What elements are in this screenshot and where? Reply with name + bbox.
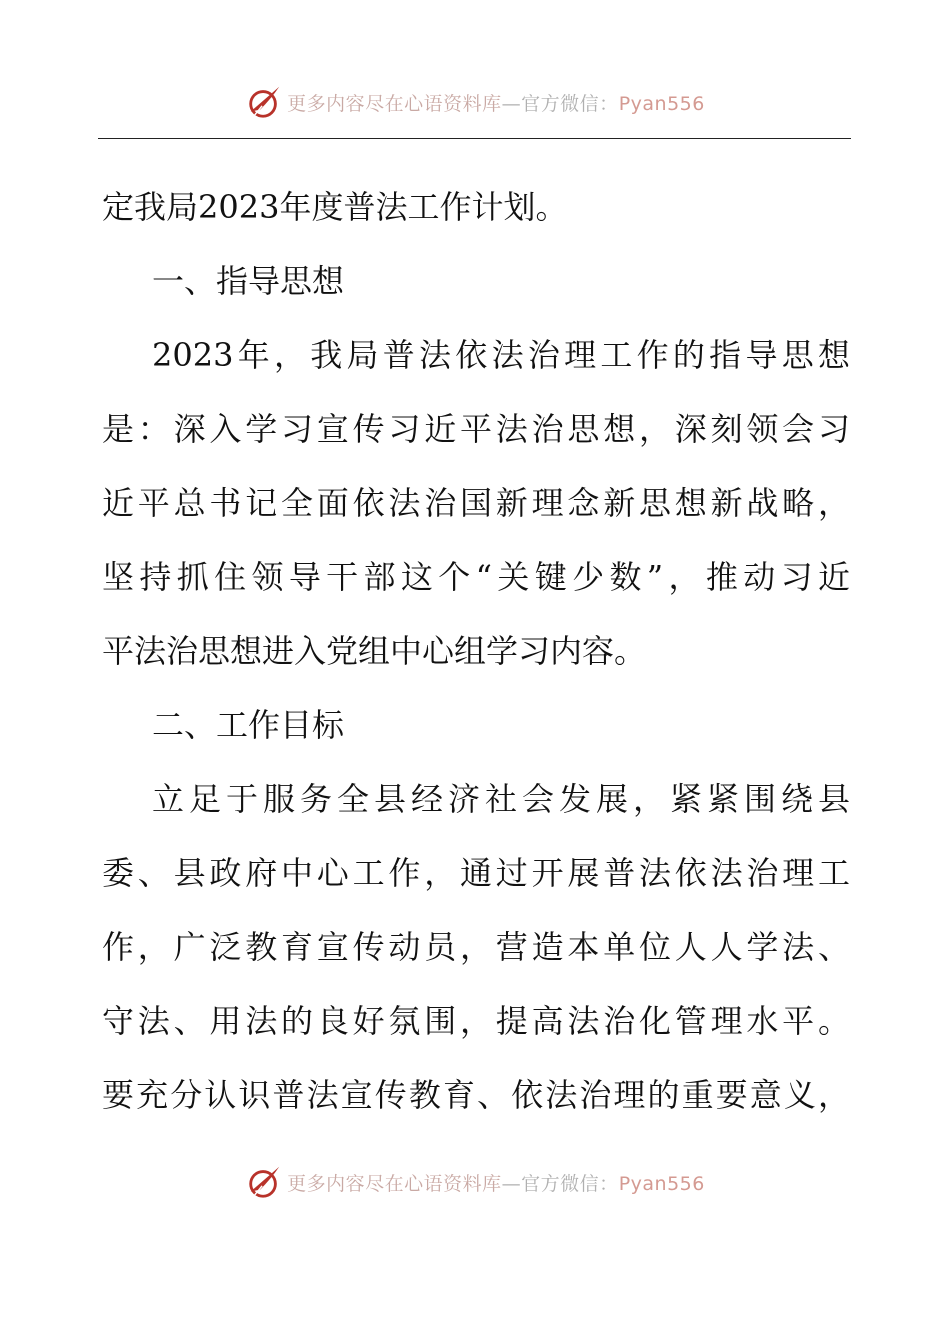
watermark-separator: — [501,92,522,115]
quill-logo-icon [245,1163,283,1201]
body-line: 平法治思想进入党组中心组学习内容。 [102,632,647,670]
body-line: 立足于服务全县经济社会发展，紧紧围绕县 [152,780,850,818]
body-line: 坚持抓住领导干部这个“关键少数”，推动习近 [102,558,850,596]
watermark-site-text: 更多内容尽在心语资料库 [287,1172,502,1195]
header-watermark [0,82,950,122]
body-line: 近平总书记全面依法治国新理念新思想新战略， [102,484,850,522]
body-line: 守法、用法的良好氛围，提高法治化管理水平。 [102,1002,850,1040]
body-line: 委、县政府中心工作，通过开展普法依法治理工 [102,854,850,892]
watermark-account: Pyan556 [618,92,705,115]
watermark-text [287,89,705,116]
body-line: 作，广泛教育宣传动员，营造本单位人人学法、 [102,928,850,966]
body-line: 2023年，我局普法依法治理工作的指导思想 [152,336,850,374]
watermark-label: 官方微信： [521,92,619,115]
body-line: 要充分认识普法宣传教育、依法治理的重要意义， [102,1076,850,1114]
quill-logo-icon [245,83,283,121]
watermark-site-text: 更多内容尽在心语资料库 [287,92,502,115]
watermark-text [287,1169,705,1196]
body-line: 是：深入学习宣传习近平法治思想，深刻领会习 [102,410,850,448]
document-body [102,170,850,1132]
body-line: 定我局2023年度普法工作计划。 [102,188,568,226]
header-divider [98,138,851,139]
section-heading-guiding-thought: 一、指导思想 [152,262,345,300]
watermark-label: 官方微信： [521,1172,619,1195]
watermark-account: Pyan556 [618,1172,705,1195]
section-heading-work-goals: 二、工作目标 [152,706,345,744]
footer-watermark [0,1162,950,1202]
watermark-separator: — [501,1172,522,1195]
